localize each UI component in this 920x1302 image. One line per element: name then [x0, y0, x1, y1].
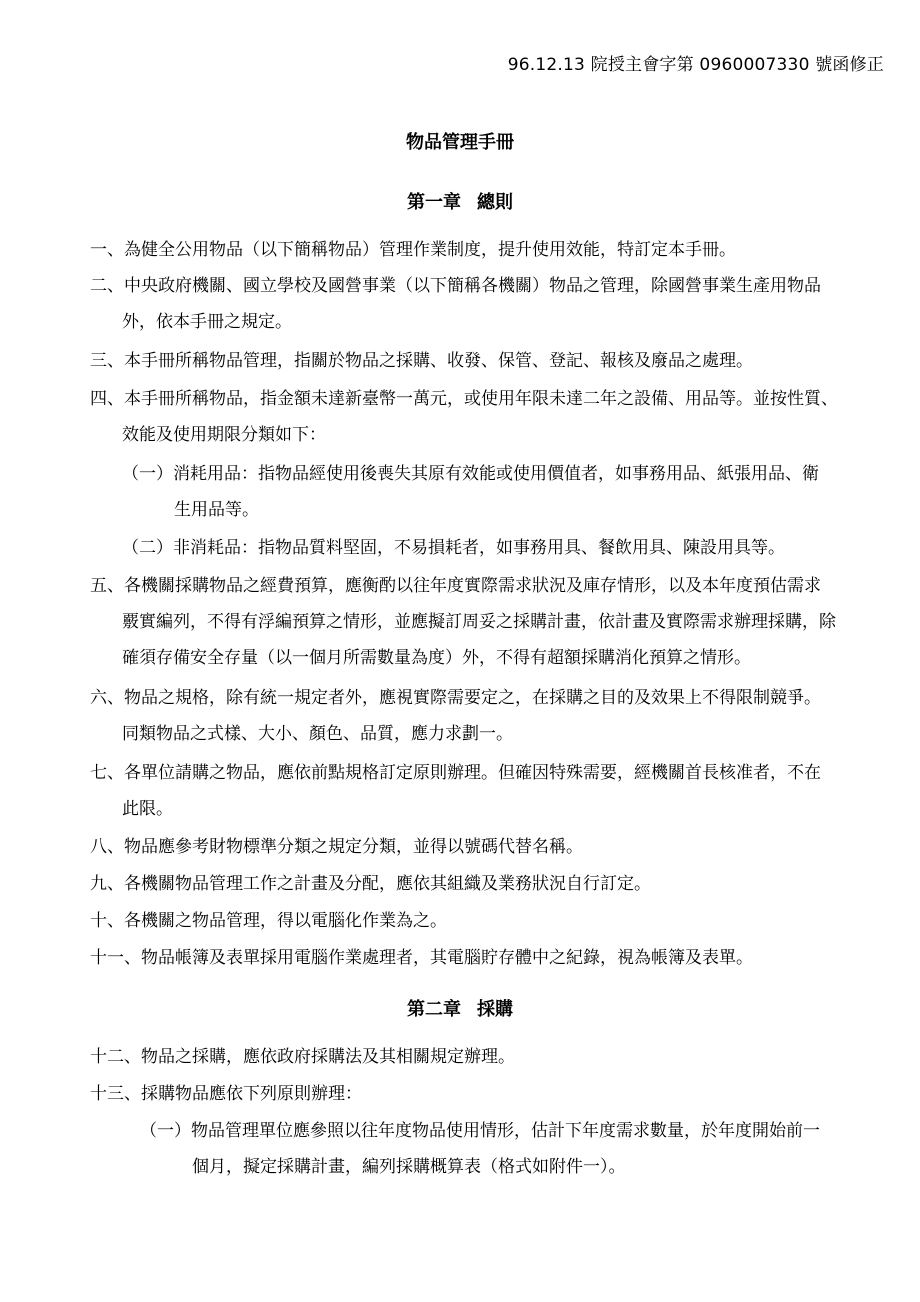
article-9: 九、各機關物品管理工作之計畫及分配，應依其組織及業務狀況自行訂定。 [90, 874, 651, 894]
article-13-subitem-1: （一）物品管理單位應參照以往年度物品使用情形，估計下年度需求數量，於年度開始前一 個月，擬定採購計畫，編列採購概算表（格式如附件一）。 [140, 1121, 820, 1177]
article-11: 十一、物品帳簿及表單採用電腦作業處理者，其電腦貯存體中之紀錄，視為帳簿及表單。 [90, 948, 753, 968]
article-6: 六、物品之規格，除有統一規定者外，應視實際需要定之，在採購之目的及效果上不得限制競爭。 同類物品之式樣、大小、顏色、品質，應力求劃一。 [90, 688, 821, 744]
chapter-2-heading [0, 995, 920, 1021]
article-13: 十三、採購物品應依下列原則辦理： [90, 1084, 362, 1104]
article-7: 七、各單位請購之物品，應依前點規格訂定原則辦理。但確因特殊需要，經機關首長核准者，不在 此限。 [90, 763, 821, 819]
chapter-number: 第一章 [407, 192, 461, 213]
chapter-name: 總則 [477, 192, 513, 213]
article-1: 一、為健全公用物品（以下簡稱物品）管理作業制度，提升使用效能，特訂定本手冊。 [90, 240, 736, 260]
article-3: 三、本手冊所稱物品管理，指關於物品之採購、收發、保管、登記、報核及廢品之處理。 [90, 351, 753, 371]
chapter-1-heading [0, 188, 920, 214]
article-12: 十二、物品之採購，應依政府採購法及其相關規定辦理。 [90, 1047, 515, 1067]
document-title: 物品管理手冊 [406, 132, 514, 153]
chapter-number: 第二章 [407, 999, 461, 1020]
subitem-1: （一）消耗用品：指物品經使用後喪失其原有效能或使用價值者，如事務用品、紙張用品、衛 生用品等。 [122, 464, 819, 520]
article-5: 五、各機關採購物品之經費預算，應衡酌以往年度實際需求狀況及庫存情形，以及本年度預估需求 覈實編列，不得有浮編預算之情形，並應擬訂周妥之採購計畫，依計畫及實際需求辦理採購，除確須存備安全存量（以一個月所需數量為度）外，不得有超額採購消化預算之情形。 [90, 576, 836, 668]
revision-reference: 96.12.13 院授主會字第 0960007330 號函修正 [507, 55, 884, 75]
article-8: 八、物品應參考財物標準分類之規定分類，並得以號碼代替名稱。 [90, 837, 583, 857]
chapter-name: 採購 [477, 999, 513, 1020]
article-2: 二、中央政府機關、國立學校及國營事業（以下簡稱各機關）物品之管理，除國營事業生產用物品 外，依本手冊之規定。 [90, 276, 821, 332]
article-4: 四、本手冊所稱物品，指金額未達新臺幣一萬元，或使用年限未達二年之設備、用品等。並按性質、 效能及使用期限分類如下： [90, 389, 838, 445]
subitem-2: （二）非消耗品：指物品質料堅固，不易損耗者，如事務用具、餐飲用具、陳設用具等。 [122, 538, 785, 558]
article-10: 十、各機關之物品管理，得以電腦化作業為之。 [90, 911, 447, 931]
